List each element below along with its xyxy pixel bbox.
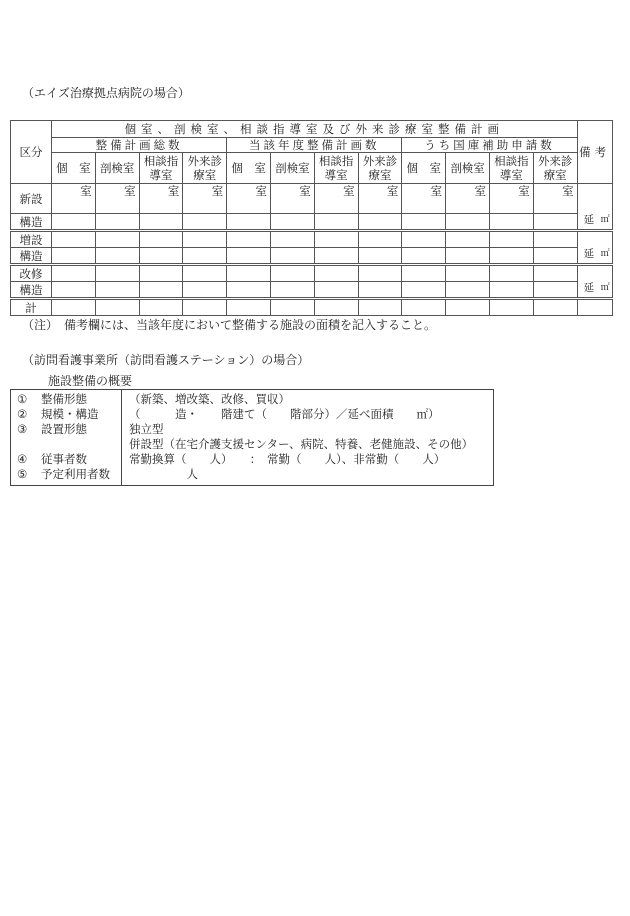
- header-subcol: 外来診療室: [533, 153, 577, 184]
- input-cell[interactable]: [52, 299, 96, 316]
- remark-unit: ㎡: [600, 249, 610, 259]
- table-row: [11, 282, 613, 299]
- overview-row: [11, 422, 493, 437]
- header-main: 個室、剖検室、相談指導室及び外来診療室整備計画: [52, 121, 578, 138]
- section2-subtitle: 施設整備の概要: [48, 374, 133, 388]
- item-label: 整備形態: [41, 392, 87, 406]
- input-cell[interactable]: [139, 231, 183, 248]
- item-value: （新築、増改築、改修、買収）: [129, 392, 290, 406]
- input-cell[interactable]: [402, 214, 446, 231]
- input-cell[interactable]: [183, 265, 227, 282]
- row-label: 構造: [11, 214, 52, 231]
- row-label: 構造: [11, 282, 52, 299]
- item-number: ②: [17, 407, 28, 421]
- table-row: [11, 184, 613, 214]
- input-cell[interactable]: 室: [314, 184, 358, 214]
- input-cell[interactable]: [314, 265, 358, 282]
- input-cell[interactable]: [489, 265, 533, 282]
- table-row: [11, 231, 613, 248]
- item-label: 従事者数: [41, 452, 87, 466]
- input-cell[interactable]: [358, 299, 402, 316]
- section1-title: （エイズ治療拠点病院の場合）: [22, 86, 190, 100]
- input-cell[interactable]: [358, 265, 402, 282]
- input-cell[interactable]: [52, 265, 96, 282]
- overview-row: [11, 407, 493, 422]
- input-cell[interactable]: 室: [489, 184, 533, 214]
- input-cell[interactable]: [95, 265, 139, 282]
- input-cell[interactable]: [139, 282, 183, 299]
- input-cell[interactable]: [270, 265, 314, 282]
- header-subcol: 剖検室: [95, 153, 139, 184]
- header-subcol: 剖検室: [270, 153, 314, 184]
- input-cell[interactable]: [533, 299, 577, 316]
- header-remarks: 備考: [577, 121, 612, 184]
- header-subcol: 相談指導室: [314, 153, 358, 184]
- header-subcol: 剖検室: [446, 153, 490, 184]
- item-value: 併設型（在宅介護支援センター、病院、特養、老健施設、その他）: [129, 437, 474, 451]
- header-subcol: 個 室: [52, 153, 96, 184]
- input-cell[interactable]: [314, 282, 358, 299]
- input-cell[interactable]: [489, 231, 533, 248]
- input-cell[interactable]: [533, 214, 577, 231]
- input-cell[interactable]: [446, 265, 490, 282]
- item-number: ⑤: [17, 467, 28, 481]
- item-value: 常勤換算（ 人） ： 常勤（ 人）、非常勤（ 人）: [129, 452, 446, 466]
- input-cell[interactable]: [489, 299, 533, 316]
- input-cell[interactable]: 室: [402, 184, 446, 214]
- header-subcol: 相談指導室: [139, 153, 183, 184]
- remark-label: 延: [583, 248, 595, 260]
- input-cell[interactable]: [227, 231, 271, 248]
- input-cell[interactable]: [446, 248, 490, 265]
- row-label: 計: [11, 299, 52, 316]
- item-value: 人: [129, 467, 198, 481]
- input-cell[interactable]: [183, 214, 227, 231]
- input-cell[interactable]: [314, 231, 358, 248]
- input-cell[interactable]: [402, 299, 446, 316]
- facility-overview-box: [10, 389, 494, 486]
- overview-row: [11, 467, 493, 482]
- input-cell[interactable]: [446, 282, 490, 299]
- remarks-cell[interactable]: [577, 299, 612, 316]
- input-cell[interactable]: [183, 299, 227, 316]
- input-cell[interactable]: [270, 231, 314, 248]
- remark-unit: ㎡: [600, 215, 610, 225]
- input-cell[interactable]: 室: [183, 184, 227, 214]
- input-cell[interactable]: [358, 231, 402, 248]
- item-label: 規模・構造: [41, 407, 99, 421]
- input-cell[interactable]: [95, 248, 139, 265]
- header-group: 整備計画総数: [52, 138, 227, 153]
- remarks-cell[interactable]: [577, 265, 612, 299]
- row-label: 改修: [11, 265, 52, 282]
- input-cell[interactable]: [446, 231, 490, 248]
- header-subcol: 外来診療室: [183, 153, 227, 184]
- input-cell[interactable]: [358, 282, 402, 299]
- header-subcol: 個 室: [227, 153, 271, 184]
- input-cell[interactable]: [314, 214, 358, 231]
- input-cell[interactable]: [270, 248, 314, 265]
- input-cell[interactable]: [227, 214, 271, 231]
- input-cell[interactable]: [227, 299, 271, 316]
- table-row: [11, 265, 613, 282]
- input-cell[interactable]: [489, 282, 533, 299]
- input-cell[interactable]: [489, 214, 533, 231]
- input-cell[interactable]: [533, 231, 577, 248]
- input-cell[interactable]: 室: [95, 184, 139, 214]
- input-cell[interactable]: [183, 248, 227, 265]
- input-cell[interactable]: [270, 214, 314, 231]
- remarks-cell[interactable]: [577, 231, 612, 265]
- item-number: ④: [17, 452, 28, 466]
- input-cell[interactable]: [533, 265, 577, 282]
- input-cell[interactable]: [52, 248, 96, 265]
- input-cell[interactable]: [52, 214, 96, 231]
- input-cell[interactable]: [402, 248, 446, 265]
- input-cell[interactable]: [227, 265, 271, 282]
- input-cell[interactable]: [95, 299, 139, 316]
- input-cell[interactable]: [489, 248, 533, 265]
- section2-title: （訪問看護事業所（訪問看護ステーション）の場合）: [22, 353, 310, 367]
- input-cell[interactable]: [270, 282, 314, 299]
- header-subcol: 個 室: [402, 153, 446, 184]
- input-cell[interactable]: [270, 299, 314, 316]
- input-cell[interactable]: 室: [270, 184, 314, 214]
- input-cell[interactable]: [402, 265, 446, 282]
- remark-label: 延: [583, 214, 595, 226]
- input-cell[interactable]: [52, 231, 96, 248]
- facility-plan-table: [10, 120, 613, 316]
- input-cell[interactable]: [95, 282, 139, 299]
- input-cell[interactable]: [183, 282, 227, 299]
- input-cell[interactable]: [139, 214, 183, 231]
- note: （注） 備考欄には、当該年度において整備する施設の面積を記入すること。: [22, 318, 437, 332]
- input-cell[interactable]: [446, 299, 490, 316]
- remark-unit: ㎡: [600, 283, 610, 293]
- item-number: ①: [17, 392, 28, 406]
- header-category: 区分: [11, 121, 52, 184]
- input-cell[interactable]: [139, 248, 183, 265]
- input-cell[interactable]: [183, 231, 227, 248]
- row-label: 増設: [11, 231, 52, 248]
- input-cell[interactable]: 室: [139, 184, 183, 214]
- overview-row: [11, 437, 493, 452]
- input-cell[interactable]: [533, 282, 577, 299]
- table-row: [11, 214, 613, 231]
- input-cell[interactable]: [227, 248, 271, 265]
- overview-row: [11, 452, 493, 467]
- overview-row: [11, 392, 493, 407]
- row-label: 新設: [11, 184, 52, 214]
- item-value: （ 造・ 階建て（ 階部分）／延べ面積 ㎡）: [129, 407, 440, 421]
- input-cell[interactable]: [139, 299, 183, 316]
- input-cell[interactable]: 室: [446, 184, 490, 214]
- header-group: 当該年度整備計画数: [227, 138, 402, 153]
- item-value: 独立型: [129, 422, 164, 436]
- remarks-cell[interactable]: [577, 184, 612, 231]
- header-subcol: 外来診療室: [358, 153, 402, 184]
- input-cell[interactable]: [52, 282, 96, 299]
- item-label: 予定利用者数: [41, 467, 110, 481]
- table-row: [11, 299, 613, 316]
- table-row: [11, 248, 613, 265]
- input-cell[interactable]: 室: [533, 184, 577, 214]
- remark-label: 延: [583, 282, 595, 294]
- input-cell[interactable]: [139, 265, 183, 282]
- input-cell[interactable]: [533, 248, 577, 265]
- input-cell[interactable]: 室: [358, 184, 402, 214]
- input-cell[interactable]: [314, 299, 358, 316]
- item-label: 設置形態: [41, 422, 87, 436]
- input-cell[interactable]: 室: [227, 184, 271, 214]
- input-cell[interactable]: [358, 248, 402, 265]
- input-cell[interactable]: [95, 231, 139, 248]
- input-cell[interactable]: [95, 214, 139, 231]
- header-subcol: 相談指導室: [489, 153, 533, 184]
- input-cell[interactable]: [402, 282, 446, 299]
- header-group: うち国庫補助申請数: [402, 138, 577, 153]
- item-number: ③: [17, 422, 28, 436]
- input-cell[interactable]: [358, 214, 402, 231]
- input-cell[interactable]: [446, 214, 490, 231]
- input-cell[interactable]: 室: [52, 184, 96, 214]
- input-cell[interactable]: [314, 248, 358, 265]
- input-cell[interactable]: [402, 231, 446, 248]
- input-cell[interactable]: [227, 282, 271, 299]
- row-label: 構造: [11, 248, 52, 265]
